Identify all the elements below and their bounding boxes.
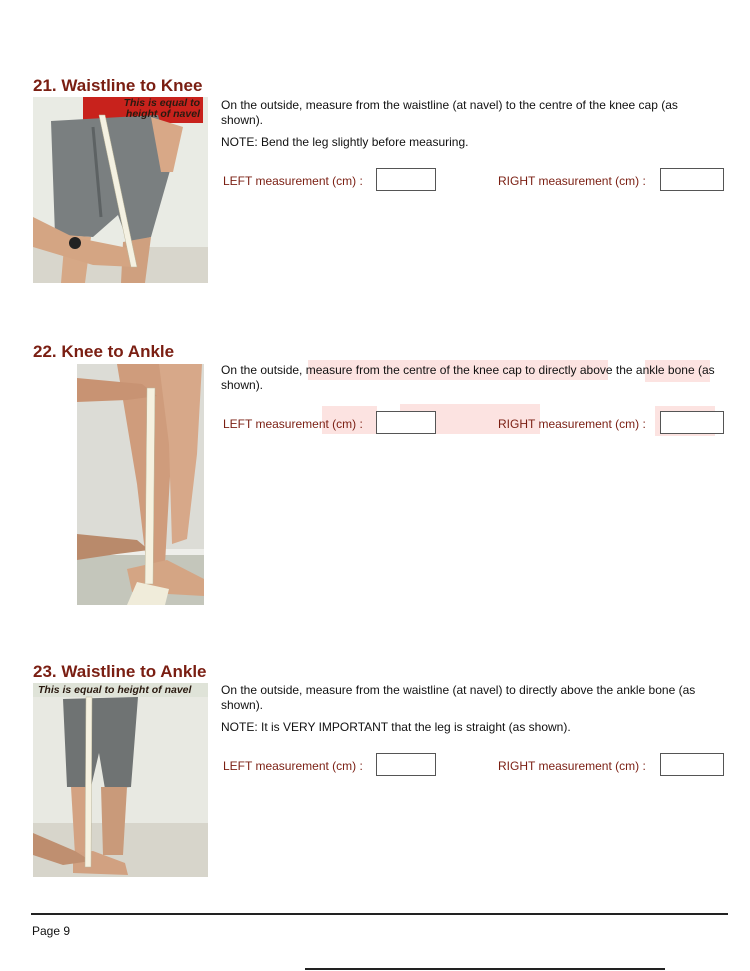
right-measurement-label: RIGHT measurement (cm) : [498, 759, 646, 773]
knee-to-ankle-photo [77, 364, 204, 605]
instruction-text [221, 363, 721, 393]
caption-line-2: height of navel [125, 108, 200, 120]
waistline-to-knee-photo [33, 97, 208, 283]
instruction-text [221, 98, 721, 150]
left-measurement-label: LEFT measurement (cm) : [223, 174, 363, 188]
right-measurement-input[interactable] [660, 411, 724, 434]
left-measurement-label: LEFT measurement (cm) : [223, 759, 363, 773]
instruction-description: On the outside, measure from the waistline (at navel) to directly above the ankle bone (as shown). [221, 683, 696, 712]
right-measurement-input[interactable] [660, 168, 724, 191]
photo-caption [80, 98, 200, 120]
bottom-rule [305, 968, 665, 970]
caption-line-1: This is equal to [123, 97, 200, 109]
left-measurement-input[interactable] [376, 753, 436, 776]
waistline-to-ankle-photo [33, 683, 208, 877]
right-measurement-input[interactable] [660, 753, 724, 776]
caption-line-1: This is equal to height of navel [38, 684, 192, 696]
instruction-description: On the outside, measure from the centre of the knee cap to directly above the ankle bone (as shown). [221, 363, 715, 392]
left-measurement-input[interactable] [376, 168, 436, 191]
right-measurement-label: RIGHT measurement (cm) : [498, 174, 646, 188]
section-title: 23. Waistline to Ankle [33, 662, 207, 681]
section-title: 21. Waistline to Knee [33, 76, 203, 95]
instruction-text [221, 683, 721, 735]
page-number: Page 9 [32, 924, 71, 938]
section-title: 22. Knee to Ankle [33, 342, 175, 361]
right-measurement-label: RIGHT measurement (cm) : [498, 417, 646, 431]
instruction-description: On the outside, measure from the waistline (at navel) to the centre of the knee cap (as shown). [221, 98, 678, 127]
instruction-note: NOTE: Bend the leg slightly before measuring. [221, 135, 469, 149]
photo-caption [38, 685, 191, 696]
left-measurement-label: LEFT measurement (cm) : [223, 417, 363, 431]
footer-divider [31, 913, 728, 915]
left-measurement-input[interactable] [376, 411, 436, 434]
instruction-note: NOTE: It is VERY IMPORTANT that the leg is straight (as shown). [221, 720, 571, 734]
